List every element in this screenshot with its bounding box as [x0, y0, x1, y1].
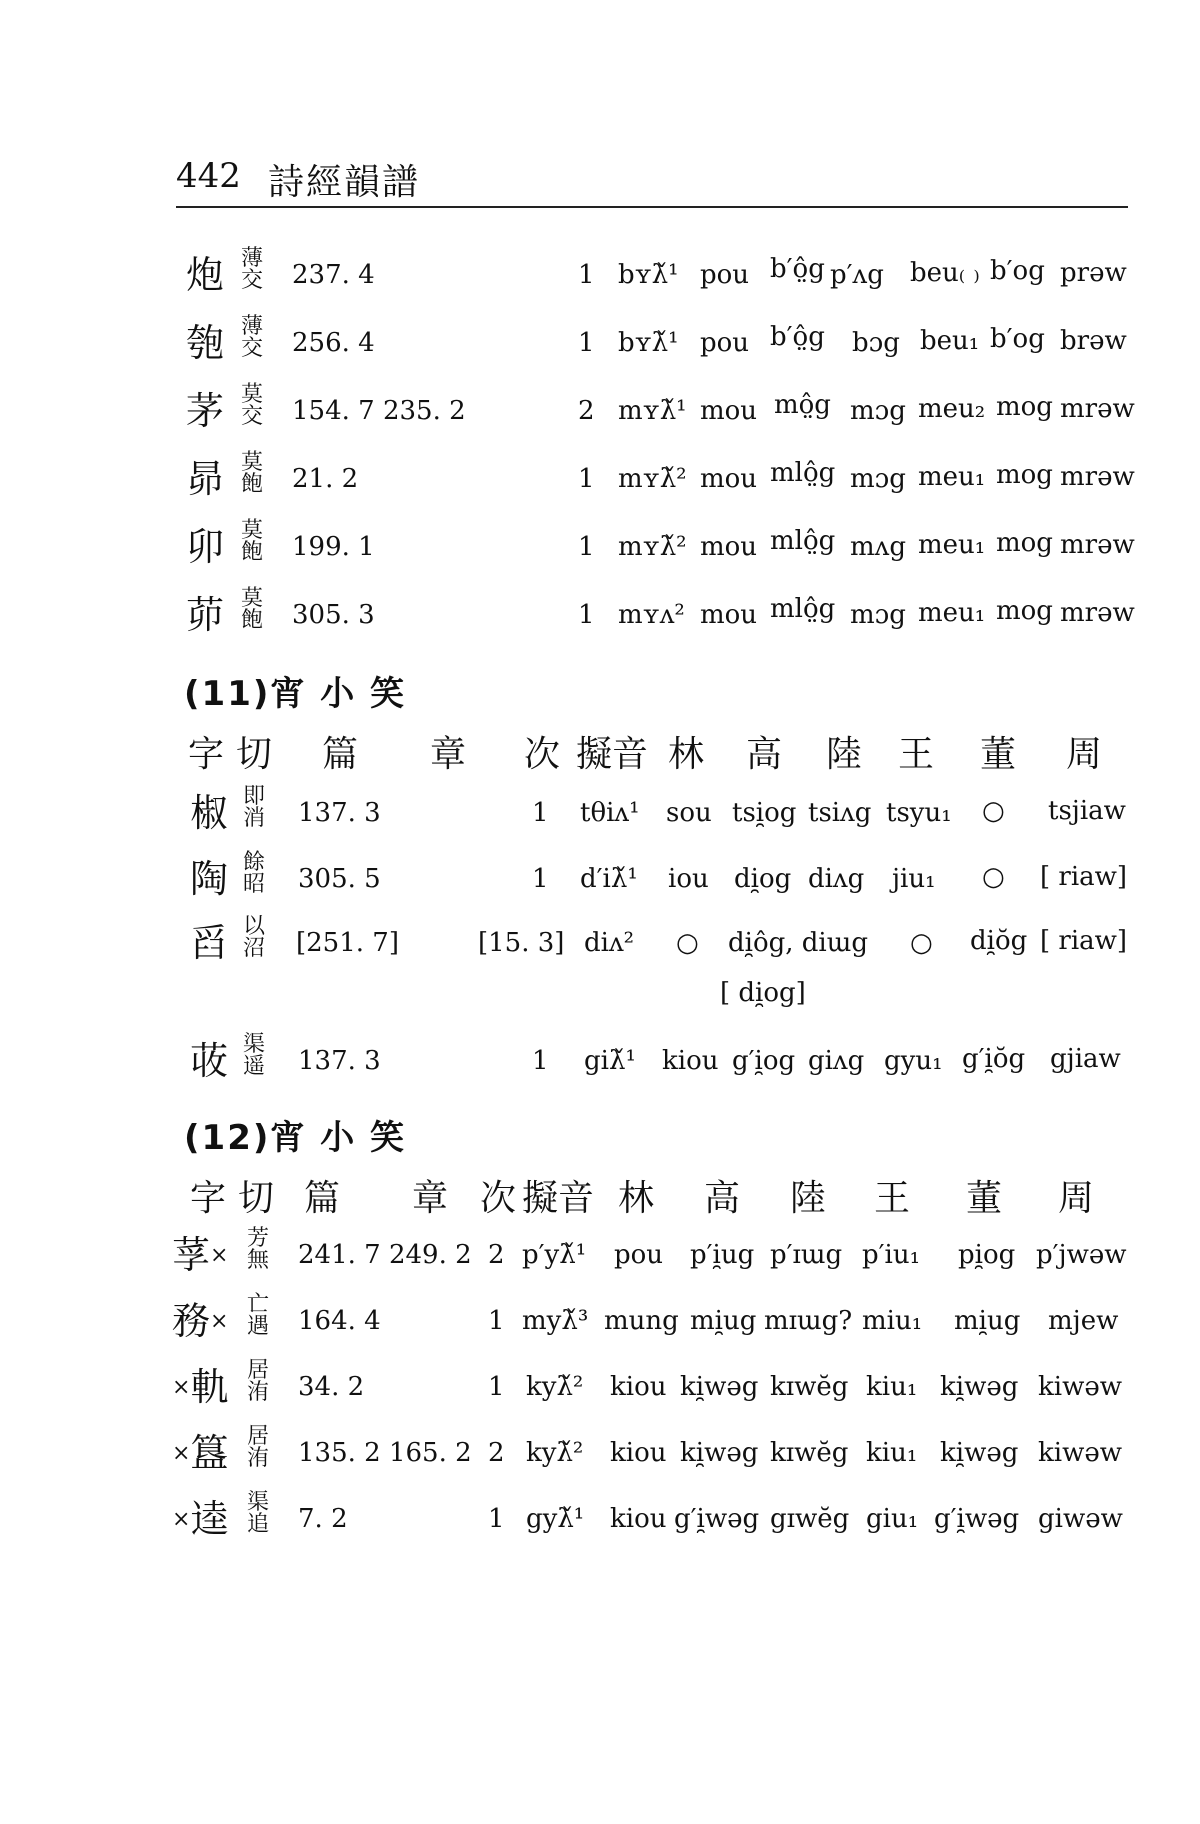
ni: mʏλ̌² — [618, 464, 687, 494]
header-lin: 林 — [668, 734, 705, 775]
header-gao: 高 — [704, 1178, 741, 1219]
pian: 241. 7 249. 2 — [298, 1240, 472, 1270]
ni: bʏλ̌¹ — [618, 260, 679, 290]
lu: mɪɯg? — [764, 1306, 853, 1336]
char: 卯 — [186, 525, 225, 569]
gao: mlô̤g — [770, 458, 836, 488]
table-row — [0, 248, 1200, 312]
char: 昴 — [186, 457, 225, 501]
lu: diʌg — [808, 864, 865, 894]
fanqie: 即 消 — [242, 784, 265, 831]
char: 茅 — [186, 389, 225, 433]
ci: 2 — [488, 1240, 505, 1270]
char: 炮 — [186, 253, 225, 297]
table-row — [0, 1034, 1200, 1098]
char: 匏 — [186, 321, 225, 365]
mark: × — [172, 1375, 191, 1400]
header-zhang: 章 — [412, 1178, 449, 1219]
gao: tsi̯og — [732, 798, 797, 828]
ci: 1 — [578, 532, 595, 562]
lu: mʌg — [850, 532, 906, 562]
gao: ki̯wəg — [680, 1372, 759, 1402]
lu: kɪwĕg — [770, 1372, 849, 1402]
zhou: mrəw — [1060, 598, 1135, 628]
fanqie: 莫 飽 — [240, 450, 263, 497]
char: 陶 — [190, 857, 229, 901]
lu: mɔg — [850, 396, 906, 426]
wang: gyu₁ — [884, 1046, 943, 1076]
mark: × — [210, 1243, 229, 1268]
char-cell — [172, 1431, 229, 1475]
table-row — [0, 1492, 1200, 1556]
header-zhou: 周 — [1058, 1178, 1095, 1219]
wang: p′iu₁ — [862, 1240, 921, 1270]
zhou: tsjiaw — [1048, 796, 1126, 826]
lu: mɔg — [850, 600, 906, 630]
wang: meu₁ — [918, 530, 986, 560]
header-ci: 次 — [480, 1178, 517, 1219]
table-row — [0, 1228, 1200, 1292]
char: 舀 — [190, 921, 229, 965]
header-dong: 董 — [980, 734, 1017, 775]
fanqie: 亡 遇 — [246, 1292, 269, 1339]
header-lin: 林 — [618, 1178, 655, 1219]
dong: g′i̯wəg — [934, 1504, 1020, 1534]
page-header — [176, 150, 1128, 208]
wang: kiu₁ — [866, 1438, 918, 1468]
wang: jiu₁ — [892, 864, 936, 894]
lin: mou — [700, 396, 758, 426]
dong: di̯ŏg — [970, 926, 1028, 956]
ci: 2 — [578, 396, 595, 426]
wang: beu₍ ₎ — [910, 258, 980, 288]
pian: 137. 3 — [298, 798, 381, 828]
header-ci: 次 — [524, 734, 561, 775]
lu: mɔg — [850, 464, 906, 494]
dong: ○ — [982, 796, 1005, 826]
pian: 305. 5 — [298, 864, 381, 894]
ci: 1 — [578, 600, 595, 630]
header-pian: 篇 — [322, 734, 359, 775]
dong: b′og — [990, 324, 1045, 354]
zhou: [ riaw] — [1040, 862, 1128, 892]
wang: meu₁ — [918, 462, 986, 492]
dong: pi̯og — [958, 1240, 1016, 1270]
header-niyin: 擬音 — [522, 1178, 595, 1219]
gao: g′i̯wəg — [674, 1504, 760, 1534]
table-row — [0, 916, 1200, 1026]
char: 簋 — [190, 1431, 229, 1475]
gao: p′i̯ug — [690, 1240, 755, 1270]
char-cell — [172, 1299, 229, 1343]
section-title-12: (12)宵 小 笑 — [184, 1118, 407, 1158]
lin: sou — [666, 798, 712, 828]
mark: × — [210, 1309, 229, 1334]
lin: kiou — [610, 1372, 667, 1402]
wang: giu₁ — [866, 1504, 919, 1534]
header-dong: 董 — [966, 1178, 1003, 1219]
lu: gɪwĕg — [770, 1504, 850, 1534]
lu: bɔg — [852, 328, 900, 358]
ni: myλ̌³ — [522, 1306, 589, 1336]
ci: 2 — [488, 1438, 505, 1468]
lin: kiou — [610, 1504, 667, 1534]
ci: 1 — [578, 328, 595, 358]
zhou: p′jwəw — [1036, 1240, 1127, 1270]
fanqie: 居 洧 — [246, 1358, 269, 1405]
fanqie: 居 洧 — [246, 1424, 269, 1471]
dong: b′og — [990, 256, 1045, 286]
table-row — [0, 852, 1200, 916]
zhou: brəw — [1060, 326, 1127, 356]
dong: mog — [996, 596, 1053, 626]
ci: 1 — [532, 798, 549, 828]
header-pian: 篇 — [304, 1178, 341, 1219]
wang: beu₁ — [920, 326, 980, 356]
header-zi: 字 — [188, 734, 225, 775]
section-title-11: (11)宵 小 笑 — [184, 674, 407, 714]
table-row — [0, 520, 1200, 584]
ci: 1 — [488, 1306, 505, 1336]
header-wang: 王 — [874, 1178, 911, 1219]
ni: mʏλ̌¹ — [618, 396, 687, 426]
dong: mi̯ug — [954, 1306, 1021, 1336]
lin: pou — [700, 260, 750, 290]
ci: 1 — [532, 1046, 549, 1076]
table-row — [0, 316, 1200, 380]
wang: meu₁ — [918, 598, 986, 628]
ni: mʏλ̌² — [618, 532, 687, 562]
zhou: mrəw — [1060, 394, 1135, 424]
pian: 135. 2 165. 2 — [298, 1438, 472, 1468]
mark: × — [172, 1507, 191, 1532]
dong: mog — [996, 392, 1053, 422]
lin: mou — [700, 600, 758, 630]
ci: 1 — [578, 260, 595, 290]
ci: 1 — [578, 464, 595, 494]
ni: bʏλ̌¹ — [618, 328, 679, 358]
lin: kiou — [610, 1438, 667, 1468]
fanqie: 芳 無 — [246, 1226, 269, 1273]
pian: 34. 2 — [298, 1372, 365, 1402]
gao: mlô̤g — [770, 594, 836, 624]
table-row — [0, 384, 1200, 448]
zhou: prəw — [1060, 258, 1127, 288]
fanqie: 渠 遥 — [242, 1032, 265, 1079]
pian: 154. 7 235. 2 — [292, 396, 466, 426]
table-row — [0, 1426, 1200, 1490]
header-zi: 字 — [190, 1178, 227, 1219]
lu: kɪwĕg — [770, 1438, 849, 1468]
zhang: [15. 3] — [478, 928, 565, 958]
char: 逵 — [190, 1497, 229, 1541]
gao: di̯og — [734, 864, 792, 894]
lin: ○ — [676, 928, 699, 958]
fanqie: 莫 飽 — [240, 518, 263, 565]
table-row — [0, 1360, 1200, 1424]
lin: mou — [700, 532, 758, 562]
lu: giʌg — [808, 1046, 865, 1076]
char: 荍 — [190, 1039, 229, 1083]
ni: p′yλ̌¹ — [522, 1240, 587, 1270]
table-row — [0, 588, 1200, 652]
ci: 1 — [488, 1504, 505, 1534]
wang: tsyu₁ — [886, 798, 952, 828]
gao: mô̤g — [774, 390, 831, 420]
zhou: kiwəw — [1038, 1372, 1122, 1402]
lu: tsiʌg — [808, 798, 872, 828]
fanqie: 莫 飽 — [240, 586, 263, 633]
zhou: gjiaw — [1050, 1044, 1121, 1074]
pian: 164. 4 — [298, 1306, 381, 1336]
fanqie: 渠 追 — [246, 1490, 269, 1537]
pian: 7. 2 — [298, 1504, 348, 1534]
ni: mʏʌ² — [618, 600, 685, 630]
header-qie: 切 — [236, 734, 273, 775]
lin: mung — [604, 1306, 679, 1336]
ni: tθiʌ¹ — [580, 798, 640, 828]
zhou: mrəw — [1060, 462, 1135, 492]
lu: p′ʌg — [830, 260, 884, 290]
wang: meu₂ — [918, 394, 986, 424]
ni: kyλ̌² — [526, 1438, 584, 1468]
pian: 137. 3 — [298, 1046, 381, 1076]
zhou: mjew — [1048, 1306, 1119, 1336]
char: 務 — [172, 1299, 211, 1343]
gao-extra: [ di̯og] — [720, 978, 806, 1008]
fanqie: 以 沼 — [242, 914, 265, 961]
header-zhang: 章 — [430, 734, 467, 775]
gao: di̯ôg, diɯg — [728, 928, 869, 958]
gao: mlô̤g — [770, 526, 836, 556]
dong: mog — [996, 528, 1053, 558]
char-cell — [172, 1365, 229, 1409]
pian: 305. 3 — [292, 600, 375, 630]
pian: 237. 4 — [292, 260, 375, 290]
char-cell — [172, 1233, 229, 1277]
pian: 256. 4 — [292, 328, 375, 358]
header-zhou: 周 — [1066, 734, 1103, 775]
dong: ki̯wəg — [940, 1372, 1019, 1402]
ni: giλ̌¹ — [584, 1046, 636, 1076]
book-title: 詩經韻譜 — [268, 162, 421, 203]
char: 莩 — [172, 1233, 211, 1277]
fanqie: 莫 交 — [240, 382, 263, 429]
fanqie: 餘 昭 — [242, 850, 265, 897]
header-niyin: 擬音 — [576, 734, 649, 775]
gao: b′ô̤g — [770, 322, 825, 352]
gao: b′ô̤g — [770, 254, 825, 284]
lin: mou — [700, 464, 758, 494]
ni: diʌ² — [584, 928, 635, 958]
lin: pou — [700, 328, 750, 358]
wang: miu₁ — [862, 1306, 923, 1336]
header-lu: 陸 — [826, 734, 863, 775]
char-cell — [172, 1497, 229, 1541]
char: 軌 — [190, 1365, 229, 1409]
char: 椒 — [190, 791, 229, 835]
lu: p′ɪɯg — [770, 1240, 843, 1270]
zhou: giwəw — [1038, 1504, 1123, 1534]
dong: mog — [996, 460, 1053, 490]
fanqie: 薄 交 — [240, 314, 263, 361]
gao: mi̯ug — [690, 1306, 757, 1336]
lin: pou — [614, 1240, 664, 1270]
lin: iou — [668, 864, 709, 894]
gao: g′i̯og — [732, 1046, 796, 1076]
dong: ki̯wəg — [940, 1438, 1019, 1468]
ci: 1 — [532, 864, 549, 894]
pian: 199. 1 — [292, 532, 375, 562]
mark: × — [172, 1441, 191, 1466]
pian: [251. 7] — [296, 928, 399, 958]
lin: kiou — [662, 1046, 719, 1076]
dong: ○ — [982, 862, 1005, 892]
ni: d′iλ̌¹ — [580, 864, 638, 894]
ni: gyλ̌¹ — [526, 1504, 585, 1534]
fanqie: 薄 交 — [240, 246, 263, 293]
char: 茆 — [186, 593, 225, 637]
table-row — [0, 786, 1200, 850]
zhou: kiwəw — [1038, 1438, 1122, 1468]
zhou: mrəw — [1060, 530, 1135, 560]
zhou: [ riaw] — [1040, 926, 1128, 956]
ci: 1 — [488, 1372, 505, 1402]
dong: g′i̯ŏg — [962, 1044, 1026, 1074]
header-lu: 陸 — [790, 1178, 827, 1219]
table-row — [0, 452, 1200, 516]
page-number: 442 — [176, 156, 241, 196]
pian: 21. 2 — [292, 464, 359, 494]
header-wang: 王 — [898, 734, 935, 775]
wang: kiu₁ — [866, 1372, 918, 1402]
gao: ki̯wəg — [680, 1438, 759, 1468]
lu: ○ — [910, 928, 933, 958]
header-gao: 高 — [746, 734, 783, 775]
table-row — [0, 1294, 1200, 1358]
header-qie: 切 — [238, 1178, 275, 1219]
ni: kyλ̌² — [526, 1372, 584, 1402]
